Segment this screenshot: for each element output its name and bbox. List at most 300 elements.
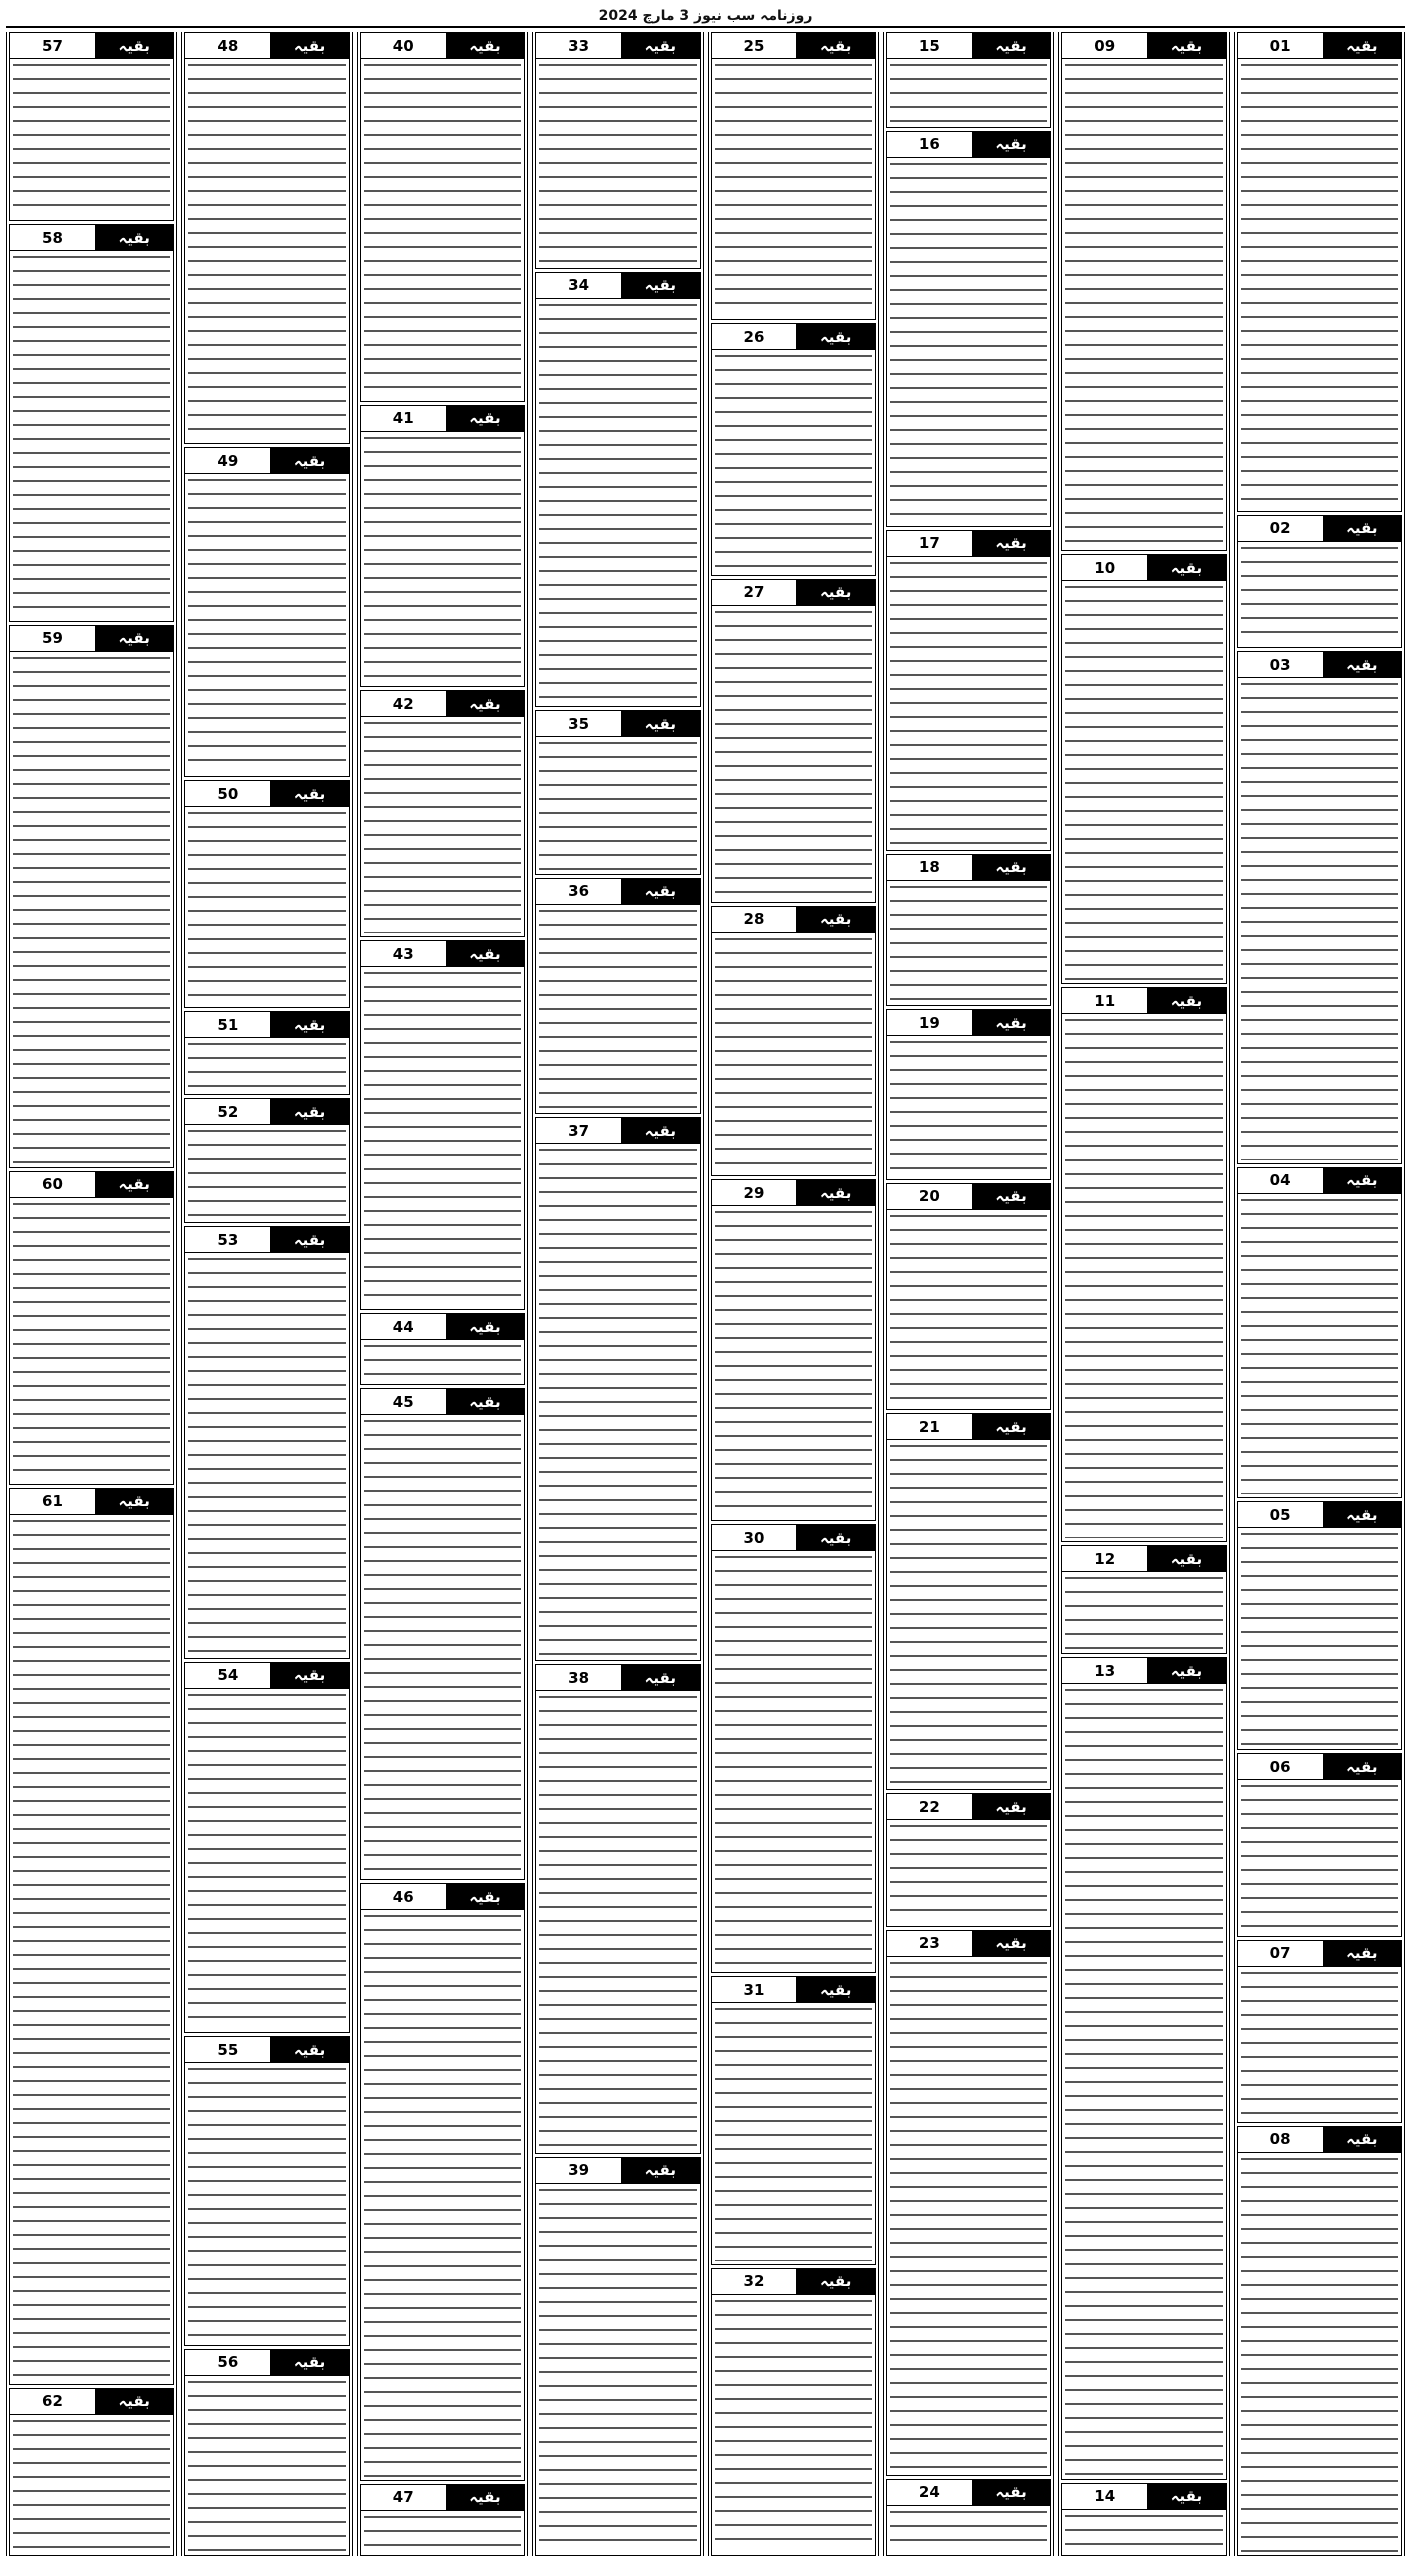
continuation-box	[9, 32, 174, 221]
continuation-label: بقیہ	[621, 273, 699, 298]
continuation-number: 19	[887, 1010, 972, 1035]
continuation-number: 06	[1238, 1754, 1323, 1779]
continuation-number: 39	[536, 2158, 621, 2183]
continuation-box	[535, 272, 700, 707]
continuation-box	[184, 2036, 349, 2346]
article-text-block	[536, 1144, 699, 1660]
article-text-block	[1238, 1780, 1401, 1935]
continuation-number: 55	[185, 2037, 270, 2062]
article-text-block	[1062, 581, 1225, 983]
continuation-box	[360, 1313, 525, 1385]
continuation-number: 44	[361, 1314, 446, 1339]
continuation-header	[1238, 1502, 1401, 1528]
article-text-block	[1238, 678, 1401, 1163]
continuation-label: بقیہ	[1147, 33, 1225, 58]
continuation-label: بقیہ	[972, 132, 1050, 157]
continuation-label: بقیہ	[621, 711, 699, 736]
continuation-number: 51	[185, 1012, 270, 1037]
continuation-box	[1061, 2483, 1226, 2556]
continuation-number: 22	[887, 1794, 972, 1819]
continuation-label: بقیہ	[972, 1931, 1050, 1956]
article-text-block	[712, 350, 875, 574]
article-text-block	[712, 59, 875, 319]
continuation-label: بقیہ	[972, 1794, 1050, 1819]
continuation-header	[887, 1931, 1050, 1957]
article-text-block	[10, 1198, 173, 1484]
article-text-block	[1062, 59, 1225, 550]
continuation-box	[184, 447, 349, 777]
article-text-block	[361, 432, 524, 686]
continuation-header	[10, 225, 173, 251]
continuation-number: 17	[887, 531, 972, 556]
continuation-number: 12	[1062, 1546, 1147, 1571]
continuation-header	[887, 1184, 1050, 1210]
continuation-box	[535, 1664, 700, 2154]
continuation-number: 43	[361, 941, 446, 966]
continuation-header	[712, 1525, 875, 1551]
continuation-header	[1062, 555, 1225, 581]
continuation-number: 08	[1238, 2127, 1323, 2152]
article-text-block	[887, 158, 1050, 526]
continuation-header	[536, 1665, 699, 1691]
continuation-box	[886, 32, 1051, 128]
continuation-box	[360, 2484, 525, 2556]
article-text-block	[887, 2506, 1050, 2555]
continuation-box	[886, 1183, 1051, 1410]
continuation-header	[1238, 1754, 1401, 1780]
continuation-number: 45	[361, 1389, 446, 1414]
continuation-label: بقیہ	[95, 225, 173, 250]
continuation-label: بقیہ	[796, 1977, 874, 2002]
continuation-label: بقیہ	[95, 1489, 173, 1514]
continuation-number: 50	[185, 781, 270, 806]
continuation-header	[185, 1227, 348, 1253]
continuation-header	[361, 406, 524, 432]
continuation-box	[1237, 32, 1402, 512]
article-text-block	[10, 251, 173, 620]
continuation-box	[9, 1488, 174, 2385]
continuation-header	[185, 1663, 348, 1689]
continuation-box	[711, 1976, 876, 2264]
continuation-label: بقیہ	[1147, 555, 1225, 580]
continuation-box	[886, 1413, 1051, 1790]
continuation-label: بقیہ	[796, 33, 874, 58]
page-column	[357, 32, 528, 2556]
continuation-header	[361, 1884, 524, 1910]
article-text-block	[185, 1038, 348, 1094]
continuation-label: بقیہ	[1323, 652, 1401, 677]
continuation-label: بقیہ	[270, 2037, 348, 2062]
article-text-block	[361, 967, 524, 1309]
continuation-number: 35	[536, 711, 621, 736]
continuation-box	[1061, 1657, 1226, 2479]
continuation-number: 32	[712, 2269, 797, 2294]
continuation-header	[887, 33, 1050, 59]
continuation-number: 09	[1062, 33, 1147, 58]
page-column	[6, 32, 177, 2556]
article-text-block	[887, 1440, 1050, 1789]
continuation-header	[1238, 516, 1401, 542]
article-text-block	[361, 717, 524, 936]
article-text-block	[361, 1910, 524, 2479]
continuation-header	[887, 2480, 1050, 2506]
continuation-box	[886, 2479, 1051, 2556]
continuation-number: 15	[887, 33, 972, 58]
continuation-box	[535, 32, 700, 269]
continuation-number: 62	[10, 2389, 95, 2414]
article-text-block	[887, 59, 1050, 127]
article-text-block	[361, 2511, 524, 2555]
article-text-block	[1238, 1528, 1401, 1749]
page-column	[1234, 32, 1405, 2556]
continuation-label: بقیہ	[972, 531, 1050, 556]
continuation-header	[10, 1172, 173, 1198]
continuation-label: بقیہ	[796, 2269, 874, 2294]
continuation-box	[9, 1171, 174, 1485]
continuation-box	[711, 1524, 876, 1973]
continuation-number: 29	[712, 1180, 797, 1205]
continuation-header	[361, 33, 524, 59]
continuation-label: بقیہ	[972, 2480, 1050, 2505]
continuation-number: 14	[1062, 2484, 1147, 2509]
article-text-block	[1238, 59, 1401, 511]
continuation-number: 49	[185, 448, 270, 473]
continuation-header	[185, 448, 348, 474]
continuation-header	[1238, 2127, 1401, 2153]
continuation-label: بقیہ	[972, 1414, 1050, 1439]
continuation-label: بقیہ	[446, 1314, 524, 1339]
continuation-header	[361, 691, 524, 717]
article-text-block	[712, 2295, 875, 2555]
article-text-block	[361, 1340, 524, 1384]
continuation-box	[1237, 651, 1402, 1164]
continuation-box	[1061, 987, 1226, 1542]
continuation-header	[361, 2485, 524, 2511]
continuation-box	[184, 1098, 349, 1223]
continuation-header	[712, 33, 875, 59]
continuation-box	[184, 1226, 349, 1659]
continuation-header	[10, 2389, 173, 2415]
continuation-header	[887, 1414, 1050, 1440]
continuation-box	[1237, 1167, 1402, 1498]
article-text-block	[887, 881, 1050, 1005]
continuation-label: بقیہ	[446, 1389, 524, 1414]
continuation-header	[712, 907, 875, 933]
article-text-block	[361, 1415, 524, 1879]
continuation-number: 52	[185, 1099, 270, 1124]
continuation-header	[536, 273, 699, 299]
continuation-label: بقیہ	[1147, 2484, 1225, 2509]
continuation-label: بقیہ	[1147, 1658, 1225, 1683]
continuation-number: 56	[185, 2350, 270, 2375]
article-text-block	[185, 807, 348, 1007]
continuation-box	[1061, 32, 1226, 551]
article-text-block	[10, 59, 173, 220]
continuation-number: 11	[1062, 988, 1147, 1013]
article-text-block	[1062, 1014, 1225, 1541]
continuation-box	[886, 1930, 1051, 2476]
continuation-box	[360, 690, 525, 937]
continuation-box	[360, 940, 525, 1310]
continuation-number: 58	[10, 225, 95, 250]
continuation-label: بقیہ	[796, 1525, 874, 1550]
continuation-label: بقیہ	[446, 2485, 524, 2510]
article-text-block	[1062, 1572, 1225, 1653]
continuation-label: بقیہ	[972, 1184, 1050, 1209]
article-text-block	[1238, 1194, 1401, 1497]
article-text-block	[536, 299, 699, 706]
continuation-header	[1062, 988, 1225, 1014]
continuation-header	[185, 2037, 348, 2063]
continuation-header	[1238, 1941, 1401, 1967]
continuation-box	[9, 625, 174, 1168]
continuation-number: 03	[1238, 652, 1323, 677]
continuation-number: 18	[887, 855, 972, 880]
continuation-label: بقیہ	[270, 781, 348, 806]
continuation-box	[886, 131, 1051, 527]
continuation-label: بقیہ	[621, 879, 699, 904]
continuation-number: 57	[10, 33, 95, 58]
continuation-header	[887, 1010, 1050, 1036]
continuation-label: بقیہ	[972, 1010, 1050, 1035]
continuation-label: بقیہ	[621, 33, 699, 58]
continuation-label: بقیہ	[1323, 1941, 1401, 1966]
article-text-block	[10, 2415, 173, 2555]
continuation-box	[886, 1793, 1051, 1926]
continuation-header	[1062, 2484, 1225, 2510]
continuation-header	[1062, 1658, 1225, 1684]
article-text-block	[185, 2376, 348, 2555]
continuation-header	[1238, 652, 1401, 678]
continuation-number: 37	[536, 1118, 621, 1143]
continuation-label: بقیہ	[796, 580, 874, 605]
continuation-number: 47	[361, 2485, 446, 2510]
columns-container	[6, 32, 1405, 2556]
continuation-number: 42	[361, 691, 446, 716]
article-text-block	[1238, 2153, 1401, 2555]
continuation-header	[712, 2269, 875, 2295]
continuation-label: بقیہ	[1147, 988, 1225, 1013]
continuation-box	[1237, 1501, 1402, 1750]
continuation-header	[1238, 1168, 1401, 1194]
continuation-number: 60	[10, 1172, 95, 1197]
article-text-block	[887, 1036, 1050, 1179]
continuation-header	[536, 2158, 699, 2184]
continuation-number: 30	[712, 1525, 797, 1550]
continuation-header	[536, 1118, 699, 1144]
article-text-block	[1062, 2510, 1225, 2555]
continuation-number: 31	[712, 1977, 797, 2002]
continuation-number: 40	[361, 33, 446, 58]
continuation-header	[887, 531, 1050, 557]
continuation-header	[361, 1314, 524, 1340]
continuation-number: 02	[1238, 516, 1323, 541]
continuation-label: بقیہ	[95, 33, 173, 58]
article-text-block	[887, 1957, 1050, 2475]
continuation-label: بقیہ	[1323, 1168, 1401, 1193]
continuation-box	[360, 1388, 525, 1880]
continuation-number: 20	[887, 1184, 972, 1209]
continuation-box	[886, 1009, 1051, 1180]
continuation-label: بقیہ	[1323, 516, 1401, 541]
article-text-block	[185, 2063, 348, 2345]
page-column	[883, 32, 1054, 2556]
article-text-block	[185, 59, 348, 443]
continuation-number: 33	[536, 33, 621, 58]
continuation-number: 28	[712, 907, 797, 932]
continuation-label: بقیہ	[270, 1012, 348, 1037]
continuation-box	[184, 1011, 349, 1095]
continuation-box	[360, 32, 525, 402]
article-text-block	[10, 652, 173, 1167]
continuation-header	[185, 1012, 348, 1038]
article-text-block	[536, 2184, 699, 2555]
page-column	[181, 32, 352, 2556]
continuation-header	[536, 33, 699, 59]
continuation-box	[711, 32, 876, 320]
continuation-number: 61	[10, 1489, 95, 1514]
article-text-block	[712, 1206, 875, 1520]
article-text-block	[1062, 1684, 1225, 2478]
article-text-block	[185, 1125, 348, 1222]
continuation-box	[184, 32, 349, 444]
continuation-box	[535, 2157, 700, 2556]
continuation-number: 34	[536, 273, 621, 298]
continuation-box	[711, 1179, 876, 1521]
continuation-label: بقیہ	[796, 907, 874, 932]
continuation-label: بقیہ	[972, 855, 1050, 880]
page-column	[708, 32, 879, 2556]
continuation-label: بقیہ	[446, 1884, 524, 1909]
continuation-label: بقیہ	[446, 406, 524, 431]
continuation-number: 10	[1062, 555, 1147, 580]
continuation-header	[536, 711, 699, 737]
continuation-box	[886, 530, 1051, 851]
page-column	[532, 32, 703, 2556]
continuation-header	[185, 2350, 348, 2376]
continuation-header	[887, 855, 1050, 881]
continuation-header	[10, 33, 173, 59]
continuation-label: بقیہ	[972, 33, 1050, 58]
continuation-number: 25	[712, 33, 797, 58]
continuation-header	[1238, 33, 1401, 59]
article-text-block	[1238, 542, 1401, 648]
continuation-box	[184, 1662, 349, 2033]
continuation-label: بقیہ	[446, 33, 524, 58]
page-column	[1058, 32, 1229, 2556]
continuation-label: بقیہ	[621, 2158, 699, 2183]
continuation-box	[9, 2388, 174, 2556]
continuation-number: 21	[887, 1414, 972, 1439]
continuation-label: بقیہ	[95, 2389, 173, 2414]
continuation-label: بقیہ	[270, 33, 348, 58]
continuation-box	[1061, 1545, 1226, 1654]
continuation-box	[535, 710, 700, 875]
article-text-block	[185, 474, 348, 776]
continuation-number: 26	[712, 324, 797, 349]
continuation-header	[887, 132, 1050, 158]
continuation-label: بقیہ	[95, 626, 173, 651]
continuation-box	[184, 780, 349, 1008]
continuation-label: بقیہ	[446, 941, 524, 966]
continuation-header	[1062, 33, 1225, 59]
continuation-number: 46	[361, 1884, 446, 1909]
continuation-label: بقیہ	[1147, 1546, 1225, 1571]
continuation-box	[886, 854, 1051, 1006]
continuation-number: 05	[1238, 1502, 1323, 1527]
continuation-number: 53	[185, 1227, 270, 1252]
continuation-number: 16	[887, 132, 972, 157]
article-text-block	[712, 606, 875, 902]
article-text-block	[185, 1689, 348, 2032]
article-text-block	[887, 1210, 1050, 1409]
article-text-block	[712, 1551, 875, 1972]
continuation-box	[360, 405, 525, 687]
continuation-label: بقیہ	[1323, 1754, 1401, 1779]
continuation-label: بقیہ	[1323, 2127, 1401, 2152]
continuation-box	[360, 1883, 525, 2480]
continuation-label: بقیہ	[270, 1663, 348, 1688]
article-text-block	[1238, 1967, 1401, 2122]
continuation-header	[185, 781, 348, 807]
continuation-box	[711, 906, 876, 1176]
continuation-number: 36	[536, 879, 621, 904]
article-text-block	[536, 905, 699, 1114]
continuation-number: 41	[361, 406, 446, 431]
article-text-block	[712, 2003, 875, 2263]
continuation-header	[536, 879, 699, 905]
continuation-box	[711, 323, 876, 575]
article-text-block	[185, 1253, 348, 1658]
continuation-header	[185, 33, 348, 59]
continuation-label: بقیہ	[270, 448, 348, 473]
continuation-number: 01	[1238, 33, 1323, 58]
continuation-header	[361, 941, 524, 967]
continuation-label: بقیہ	[621, 1665, 699, 1690]
continuation-box	[711, 2268, 876, 2556]
continuation-number: 27	[712, 580, 797, 605]
continuation-number: 07	[1238, 1941, 1323, 1966]
continuation-box	[1237, 1940, 1402, 2123]
continuation-header	[712, 324, 875, 350]
continuation-box	[535, 1117, 700, 1661]
continuation-box	[711, 579, 876, 903]
continuation-number: 59	[10, 626, 95, 651]
continuation-label: بقیہ	[796, 1180, 874, 1205]
continuation-box	[1237, 2126, 1402, 2556]
continuation-header	[361, 1389, 524, 1415]
continuation-header	[712, 1180, 875, 1206]
article-text-block	[536, 59, 699, 268]
continuation-label: بقیہ	[270, 2350, 348, 2375]
article-text-block	[361, 59, 524, 401]
continuation-box	[1237, 515, 1402, 649]
continuation-number: 04	[1238, 1168, 1323, 1193]
continuation-header	[10, 1489, 173, 1515]
continuation-label: بقیہ	[446, 691, 524, 716]
masthead-title: روزنامہ سب نیوز 3 مارچ 2024	[598, 8, 813, 24]
article-text-block	[536, 1691, 699, 2153]
continuation-number: 48	[185, 33, 270, 58]
continuation-label: بقیہ	[270, 1227, 348, 1252]
continuation-number: 54	[185, 1663, 270, 1688]
continuation-header	[185, 1099, 348, 1125]
continuation-number: 13	[1062, 1658, 1147, 1683]
continuation-box	[1237, 1753, 1402, 1936]
continuation-header	[712, 1977, 875, 2003]
continuation-number: 24	[887, 2480, 972, 2505]
continuation-header	[1062, 1546, 1225, 1572]
